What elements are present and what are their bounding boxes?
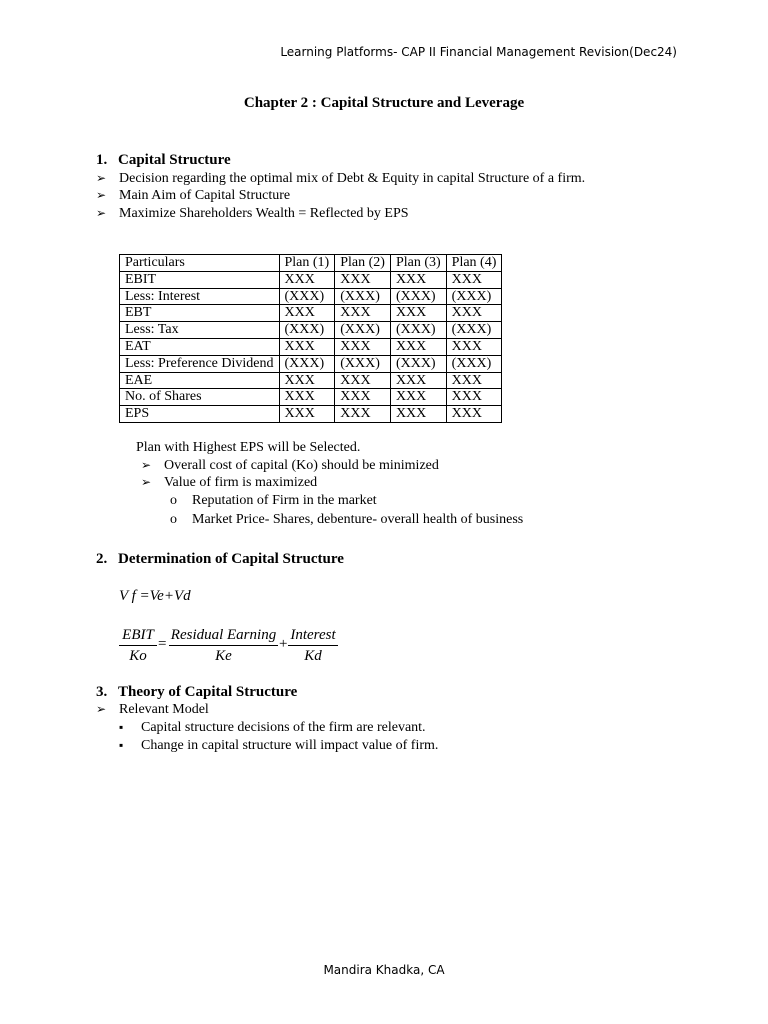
section-3-heading <box>96 684 297 701</box>
table-cell: XXX <box>390 406 446 423</box>
table-cell: Less: Preference Dividend <box>120 355 280 372</box>
table-cell: (XXX) <box>446 288 502 305</box>
list-item-text: Maximize Shareholders Wealth = Reflected by EPS <box>119 206 409 221</box>
section-2-heading <box>96 551 344 568</box>
section-3-title: Theory of Capital Structure <box>118 684 298 700</box>
list-item-text: Change in capital structure will impact value of firm. <box>141 738 439 753</box>
table-row <box>120 271 502 288</box>
list-item-text: Decision regarding the optimal mix of Debt & Equity in capital Structure of a firm. <box>119 171 586 186</box>
table-cell: (XXX) <box>335 288 391 305</box>
fraction-numerator: Interest <box>288 627 338 646</box>
list-item <box>96 206 106 222</box>
list-item-text: Capital structure decisions of the firm are relevant. <box>141 720 426 735</box>
section-2-title: Determination of Capital Structure <box>118 551 344 567</box>
table-cell: XXX <box>279 305 335 322</box>
table-cell: XXX <box>390 338 446 355</box>
table-cell: XXX <box>390 271 446 288</box>
list-item-text: Overall cost of capital (Ko) should be minimized <box>164 458 439 473</box>
list-item-text: Value of firm is maximized <box>164 475 318 490</box>
fraction-denominator: Ko <box>129 648 147 664</box>
table-cell: EAT <box>120 338 280 355</box>
table-cell: Less: Tax <box>120 322 280 339</box>
table-header-row <box>120 255 502 272</box>
table-cell: (XXX) <box>279 288 335 305</box>
section-1-title: Capital Structure <box>118 152 231 168</box>
table-cell: XXX <box>279 271 335 288</box>
table-cell: (XXX) <box>279 322 335 339</box>
table-cell: EBIT <box>120 271 280 288</box>
square-bullet-icon: ▪ <box>119 720 124 734</box>
table-row <box>120 288 502 305</box>
table-cell: XXX <box>446 372 502 389</box>
table-row <box>120 322 502 339</box>
section-1-number: 1. <box>96 152 108 168</box>
table-cell: XXX <box>446 406 502 423</box>
table-row <box>120 305 502 322</box>
table-row <box>120 389 502 406</box>
fraction-ebit-ko <box>119 627 157 665</box>
square-bullet-icon: ▪ <box>119 738 124 752</box>
list-item-text: Market Price- Shares, debenture- overall health of business <box>192 512 524 527</box>
table-cell: (XXX) <box>446 322 502 339</box>
page-footer: Mandira Khadka, CA <box>323 963 445 977</box>
fraction-denominator: Kd <box>304 648 322 664</box>
table-header-cell: Plan (2) <box>335 255 391 272</box>
table-cell: XXX <box>446 271 502 288</box>
section-3-number: 3. <box>96 684 108 700</box>
list-item-text: Reputation of Firm in the market <box>192 493 377 508</box>
fraction-denominator: Ke <box>215 648 232 664</box>
fraction-numerator: Residual Earning <box>169 627 278 646</box>
list-item-text: Relevant Model <box>119 702 209 717</box>
table-cell: (XXX) <box>390 322 446 339</box>
table-cell: (XXX) <box>390 288 446 305</box>
arrow-bullet-icon: ➢ <box>96 206 107 220</box>
list-item <box>96 702 106 718</box>
list-item <box>96 171 106 187</box>
table-cell: XXX <box>279 406 335 423</box>
table-cell: XXX <box>390 305 446 322</box>
page-title: Chapter 2 : Capital Structure and Leverage <box>243 95 525 111</box>
section-2-number: 2. <box>96 551 108 567</box>
list-item-text: Main Aim of Capital Structure <box>119 188 291 203</box>
table-cell: XXX <box>446 338 502 355</box>
table-cell: (XXX) <box>335 322 391 339</box>
table-cell: XXX <box>279 389 335 406</box>
table-cell: XXX <box>279 338 335 355</box>
equals-sign: = <box>158 636 167 652</box>
section-1-heading <box>96 152 231 169</box>
table-cell: XXX <box>335 338 391 355</box>
arrow-bullet-icon: ➢ <box>96 702 107 716</box>
table-header-cell: Plan (4) <box>446 255 502 272</box>
table-cell: (XXX) <box>335 355 391 372</box>
table-cell: XXX <box>335 305 391 322</box>
table-cell: EPS <box>120 406 280 423</box>
table-cell: XXX <box>335 389 391 406</box>
fraction-numerator: EBIT <box>119 627 157 646</box>
table-cell: XXX <box>335 406 391 423</box>
list-item <box>141 475 151 491</box>
table-cell: XXX <box>390 372 446 389</box>
arrow-bullet-icon: ➢ <box>141 475 152 489</box>
table-cell: XXX <box>390 389 446 406</box>
table-row <box>120 338 502 355</box>
table-cell: XXX <box>279 372 335 389</box>
plus-sign: + <box>279 636 288 652</box>
table-cell: EBT <box>120 305 280 322</box>
table-header-cell: Plan (3) <box>390 255 446 272</box>
table-cell: Less: Interest <box>120 288 280 305</box>
table-header-cell: Plan (1) <box>279 255 335 272</box>
table-cell: (XXX) <box>446 355 502 372</box>
list-item <box>141 458 151 474</box>
table-row <box>120 355 502 372</box>
table-cell: XXX <box>335 271 391 288</box>
circle-bullet-icon: o <box>170 512 177 527</box>
table-row <box>120 406 502 423</box>
table-cell: No. of Shares <box>120 389 280 406</box>
table-cell: EAE <box>120 372 280 389</box>
arrow-bullet-icon: ➢ <box>96 188 107 202</box>
arrow-bullet-icon: ➢ <box>96 171 107 185</box>
table-cell: (XXX) <box>279 355 335 372</box>
value-formula: V f =Ve+Vd <box>119 588 191 604</box>
list-item <box>96 188 106 204</box>
table-cell: XXX <box>446 305 502 322</box>
fraction-residual-ke <box>169 627 278 665</box>
page-header: Learning Platforms- CAP II Financial Management Revision(Dec24) <box>280 45 677 59</box>
table-row <box>120 372 502 389</box>
table-cell: XXX <box>446 389 502 406</box>
eps-comparison-table <box>119 254 502 423</box>
circle-bullet-icon: o <box>170 493 177 508</box>
fraction-interest-kd <box>288 627 338 665</box>
arrow-bullet-icon: ➢ <box>141 458 152 472</box>
table-cell: (XXX) <box>390 355 446 372</box>
table-cell: XXX <box>335 372 391 389</box>
selection-note: Plan with Highest EPS will be Selected. <box>136 440 361 455</box>
table-header-cell: Particulars <box>120 255 280 272</box>
